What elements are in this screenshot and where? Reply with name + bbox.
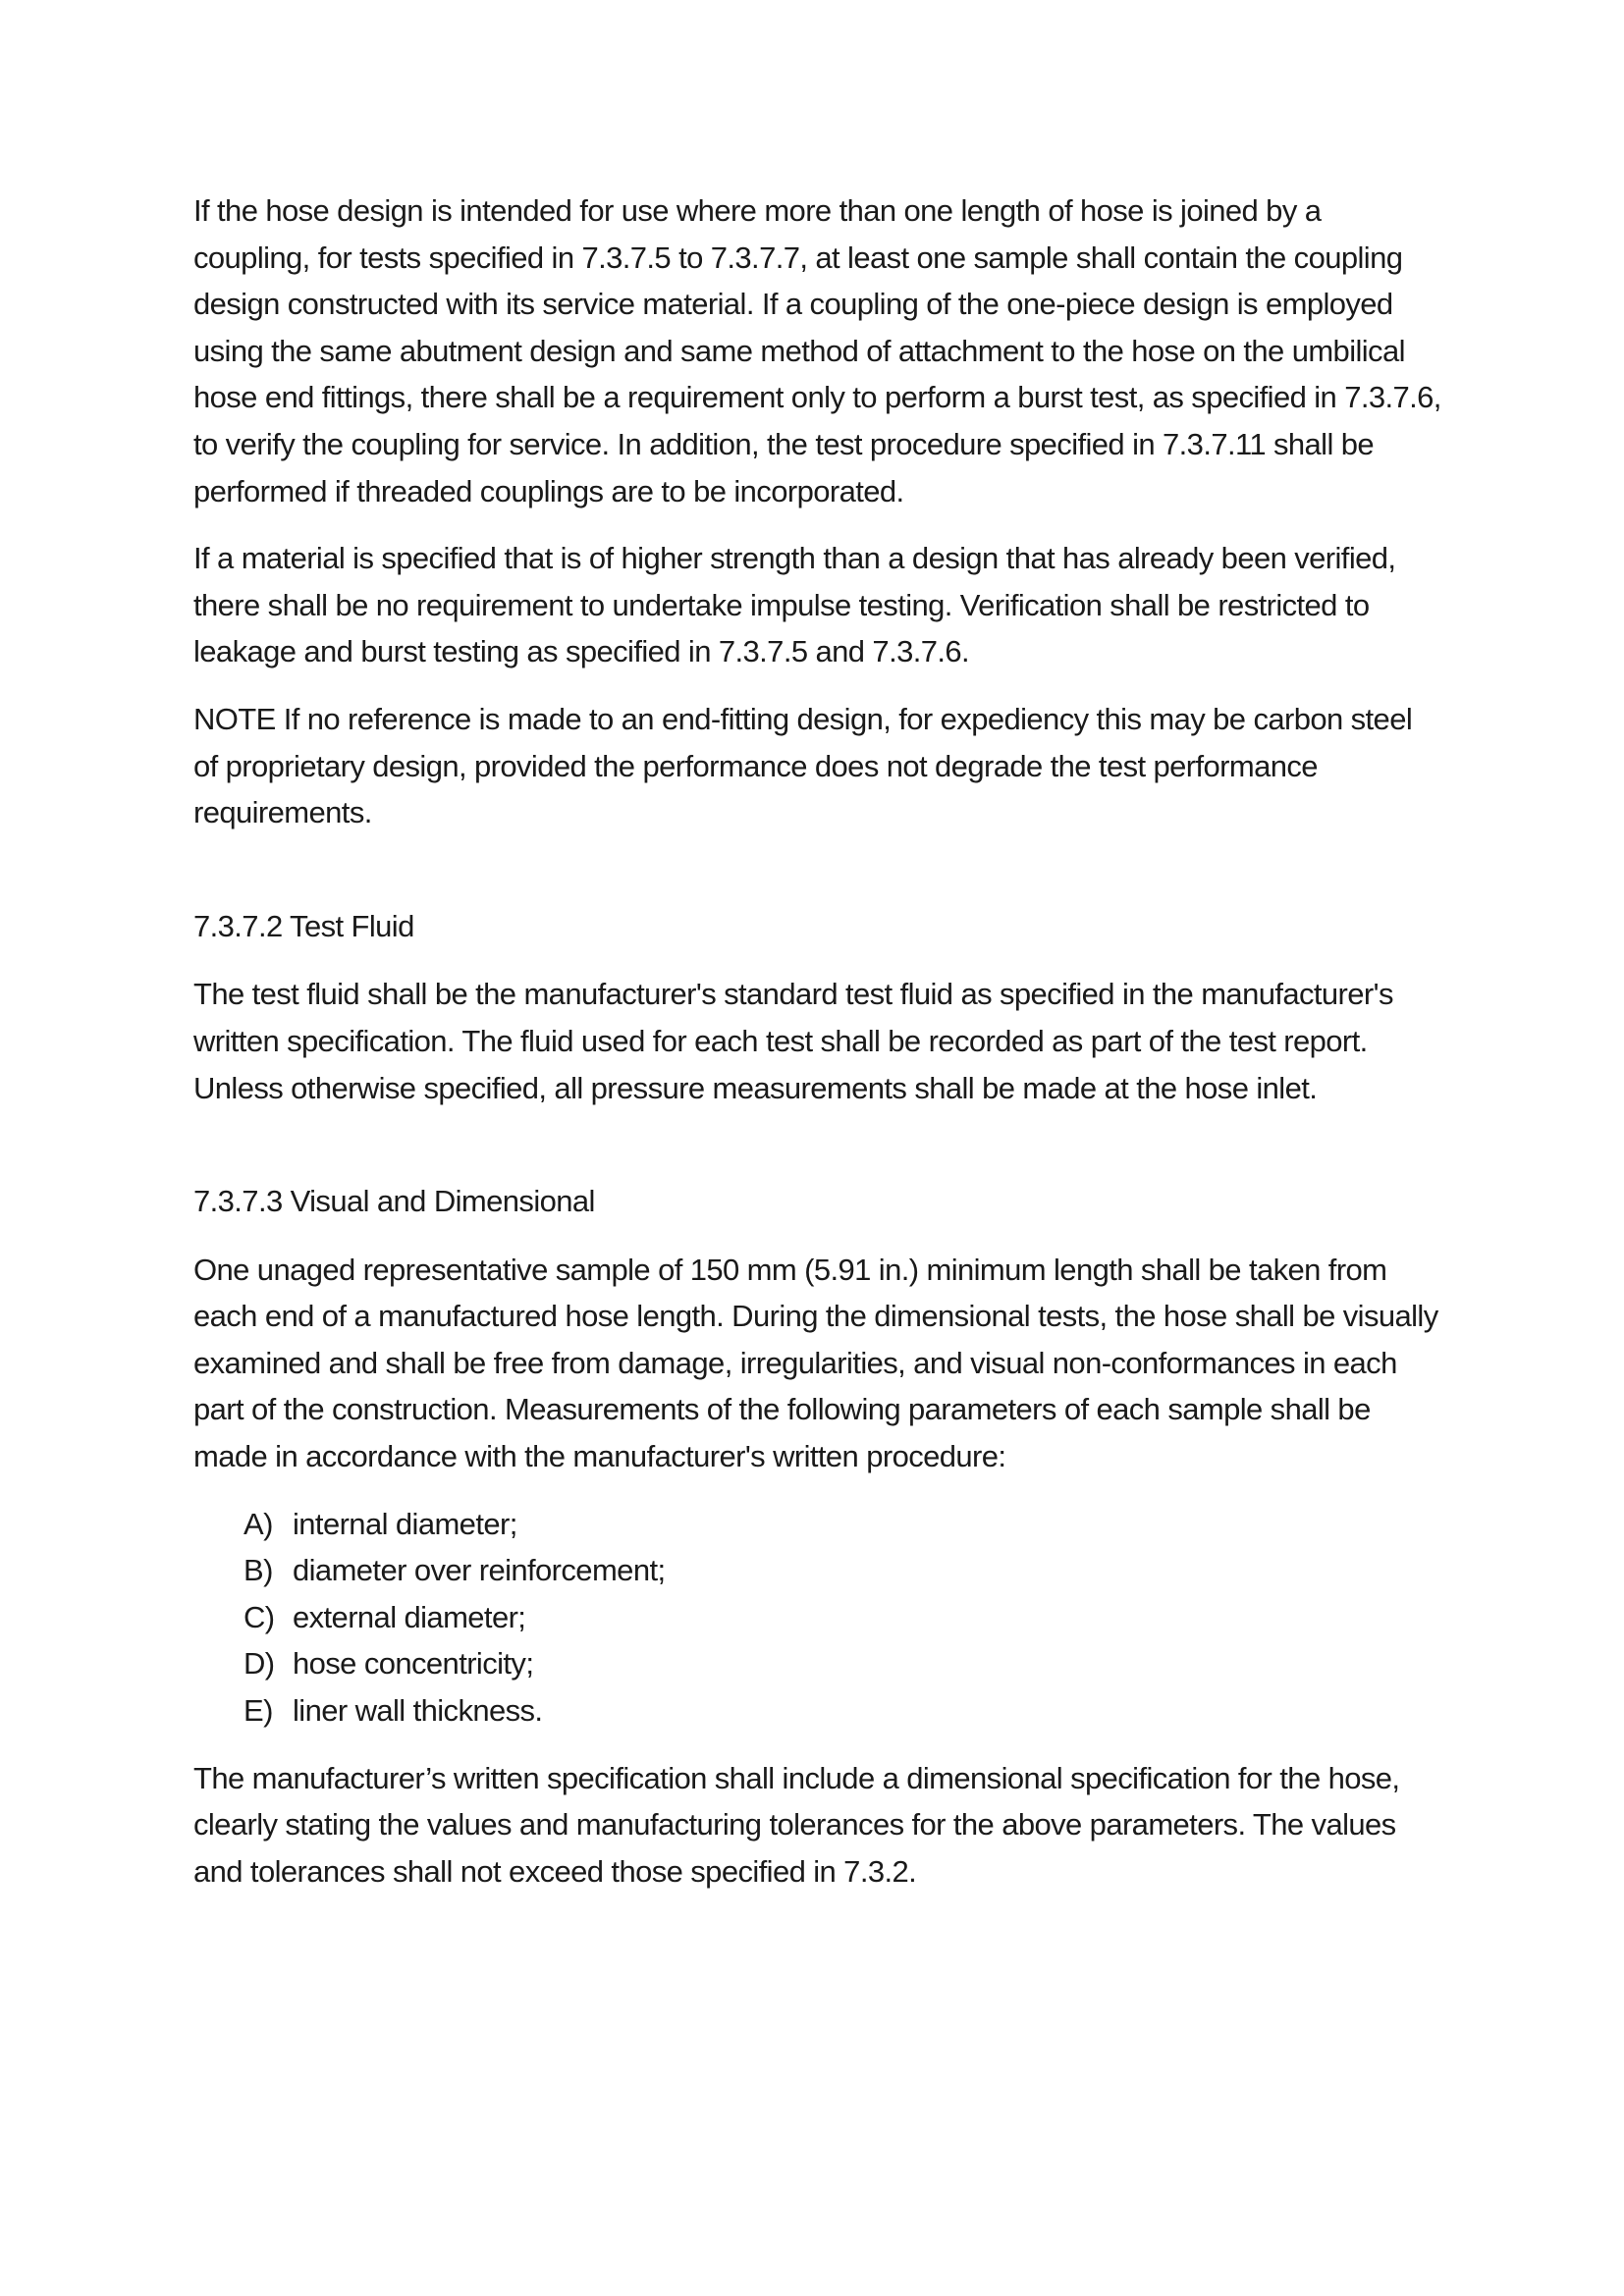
list-item (193, 1687, 1442, 1735)
list-item-text: diameter over reinforcement; (293, 1553, 666, 1588)
list-item-text: internal diameter; (293, 1506, 517, 1541)
intro-paragraph-1: If the hose design is intended for use where more than one length of hose is joined by a coupling, for tests specified in 7.3.7.5 to 7.3.7.7, at least one sample shall contain the coupling design constructed with its service material. If a coupling of the one-piece design is employed using the same abutment design and same method of attachment to the hose on the umbilical hose end fittings, there shall be a requirement only to perform a burst test, as specified in 7.3.7.6, to verify the coupling for service. In addition, the test procedure specified in 7.3.7.11 shall be performed if threaded couplings are to be incorporated. (193, 193, 1441, 508)
intro-paragraph-2: If a material is specified that is of higher strength than a design that has already been verified, there shall be no requirement to undertake impulse testing. Verification shall be restricted to leakage and burst testing as specified in 7.3.7.5 and 7.3.7.6. (193, 541, 1396, 669)
test-fluid-paragraph: The test fluid shall be the manufacturer's standard test fluid as specified in the manufacturer's written specification. The fluid used for each test shall be recorded as part of the test report. Unless otherwise specified, all pressure measurements shall be made at the hose inlet. (193, 977, 1393, 1105)
list-marker: E) (244, 1693, 273, 1729)
list-item (193, 1594, 1442, 1641)
section-heading-test-fluid: 7.3.7.2 Test Fluid (193, 908, 414, 943)
visual-dimensional-paragraph: One unaged representative sample of 150 mm (5.91 in.) minimum length shall be taken from each end of a manufactured hose length. During the dimensional tests, the hose shall be visually examined and shall be free from damage, irregularities, and visual non-conformances in each part of the construction. Measurements of the following parameters of each sample shall be made in accordance with the manufacturer's written procedure: (193, 1252, 1438, 1474)
list-marker: C) (244, 1599, 275, 1634)
list-item-text: liner wall thickness. (293, 1693, 543, 1729)
list-item-text: hose concentricity; (293, 1646, 534, 1682)
list-marker: A) (244, 1506, 273, 1541)
list-marker: B) (244, 1553, 273, 1588)
list-item (193, 1640, 1442, 1687)
list-item-text: external diameter; (293, 1599, 526, 1634)
note-paragraph: NOTE If no reference is made to an end-fitting design, for expediency this may be carbon steel of proprietary design, provided the performance does not degrade the test performance requirements. (193, 701, 1413, 830)
section-heading-visual-dimensional: 7.3.7.3 Visual and Dimensional (193, 1184, 595, 1219)
closing-paragraph: The manufacturer’s written specification shall include a dimensional specification for the hose, clearly stating the values and manufacturing tolerances for the above parameters. The values and tolerances shall not exceed those specified in 7.3.2. (193, 1760, 1400, 1889)
parameter-list (193, 1501, 1442, 1735)
list-marker: D) (244, 1646, 275, 1682)
list-item (193, 1547, 1442, 1594)
list-item (193, 1501, 1442, 1548)
